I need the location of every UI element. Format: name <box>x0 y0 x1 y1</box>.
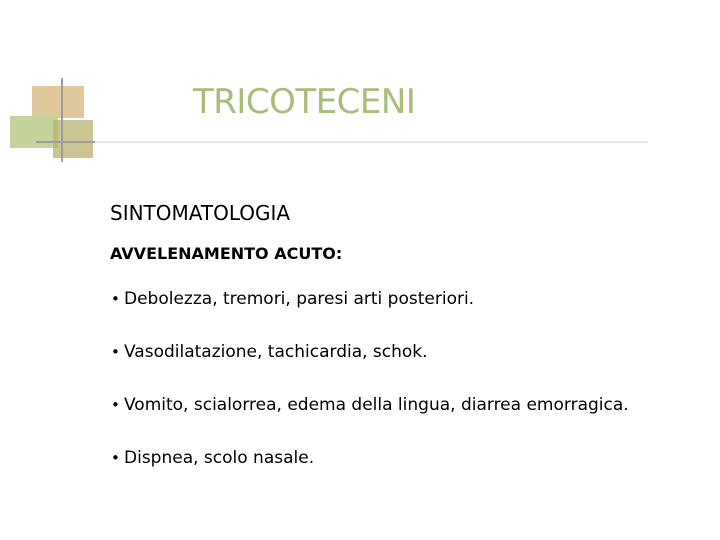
list-item-text: Vasodilatazione, tachicardia, schok. <box>124 342 428 362</box>
list-item-text: Debolezza, tremori, paresi arti posteriori. <box>124 289 475 309</box>
decor-green-block <box>10 116 58 148</box>
bullet-icon: • <box>111 449 120 467</box>
bullet-icon: • <box>111 396 120 414</box>
list-item <box>111 338 629 391</box>
section-subheading: AVVELENAMENTO ACUTO: <box>110 244 343 263</box>
list-item-text: Vomito, scialorrea, edema della lingua, diarrea emorragica. <box>124 395 629 415</box>
section-heading: SINTOMATOLOGIA <box>110 201 291 225</box>
list-item <box>111 391 629 444</box>
slide-title: TRICOTECENI <box>193 82 416 122</box>
bullet-icon: • <box>111 290 120 308</box>
decor-tan-block <box>32 86 84 118</box>
list-item-text: Dispnea, scolo nasale. <box>124 448 315 468</box>
decor-olive-block <box>53 120 93 158</box>
list-item <box>111 444 629 497</box>
symptom-list <box>111 285 629 497</box>
bullet-icon: • <box>111 343 120 361</box>
list-item <box>111 285 629 338</box>
